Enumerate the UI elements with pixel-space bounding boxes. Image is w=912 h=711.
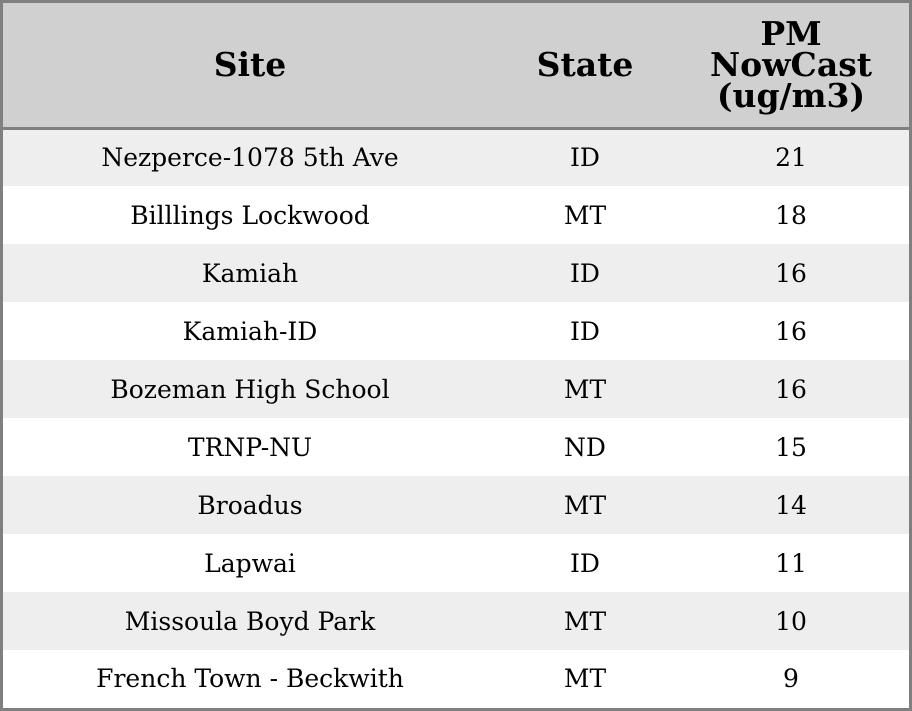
column-header-site: Site [3, 3, 497, 128]
table-row [3, 302, 909, 360]
site-cell: Bozeman High School [110, 374, 390, 404]
site-cell: Billlings Lockwood [130, 200, 370, 230]
table-row [3, 128, 909, 186]
state-cell: ID [570, 316, 600, 346]
site-cell: Kamiah [201, 258, 299, 288]
site-cell: French Town - Beckwith [96, 664, 404, 693]
pm-value-cell: 11 [775, 548, 807, 578]
table-header-row [3, 3, 909, 128]
table-row [3, 360, 909, 418]
pm-value-cell: 21 [775, 143, 807, 173]
pm-value-cell: 18 [775, 200, 807, 230]
column-header-pm-nowcast: PM NowCast (ug/m3) [673, 3, 909, 128]
site-cell: TRNP-NU [187, 432, 313, 462]
state-cell: ID [570, 143, 600, 173]
table-row [3, 592, 909, 650]
state-cell: MT [563, 606, 607, 636]
pm-value-cell: 16 [775, 316, 807, 346]
pm-value-cell: 15 [775, 432, 807, 462]
pm-value-cell: 10 [775, 606, 807, 636]
state-cell: MT [563, 200, 607, 230]
pm-value-cell: 16 [775, 258, 807, 288]
table-row [3, 244, 909, 302]
column-header-state: State [497, 3, 673, 128]
table-row [3, 418, 909, 476]
site-cell: Lapwai [204, 548, 296, 578]
table-row [3, 534, 909, 592]
table-row [3, 650, 909, 707]
state-cell: ID [570, 548, 600, 578]
site-cell: Nezperce-1078 5th Ave [101, 143, 399, 173]
site-cell: Missoula Boyd Park [124, 606, 376, 636]
table-body [3, 128, 909, 707]
state-cell: MT [563, 374, 607, 404]
table-row [3, 476, 909, 534]
pm-value-cell: 14 [775, 490, 807, 520]
pm-value-cell: 16 [775, 374, 807, 404]
state-cell: MT [563, 490, 607, 520]
state-cell: MT [563, 664, 607, 693]
pm-value-cell: 9 [783, 664, 799, 693]
table-row [3, 186, 909, 244]
state-cell: ND [564, 432, 606, 462]
state-cell: ID [570, 258, 600, 288]
site-cell: Broadus [197, 490, 303, 520]
pm-nowcast-table [3, 3, 909, 707]
site-cell: Kamiah-ID [182, 316, 318, 346]
